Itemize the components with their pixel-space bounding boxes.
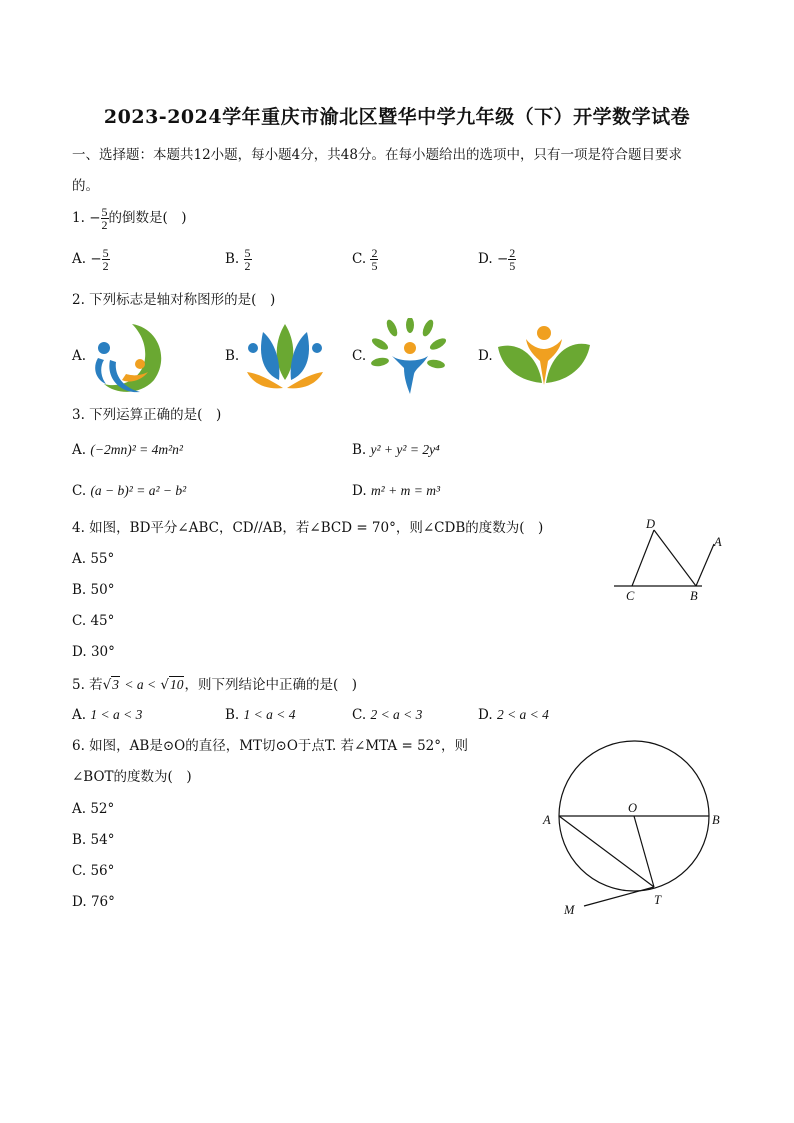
q1-option-d[interactable]: D. − $\frac{2}{5}$ (478, 246, 516, 273)
q2-option-b-label[interactable]: B. (225, 348, 240, 364)
q4-figure (606, 512, 730, 604)
question-2: 2. 下列标志是轴对称图形的是( ) (72, 292, 276, 308)
label-m: M (564, 903, 575, 917)
label-o: O (628, 801, 638, 815)
logo-c-image (370, 318, 450, 398)
logo-b-image (243, 320, 327, 392)
section-heading: 一、选择题：本题共12小题，每小题4分，共48分。在每小题给出的选项中，只有一项是符合题目要求 (72, 147, 682, 163)
q1-number: 1. (72, 210, 85, 226)
label-b: B (690, 589, 698, 603)
q4-option-d[interactable]: D. 30° (72, 644, 115, 660)
q2-option-d-label[interactable]: D. (478, 348, 493, 364)
q1-option-b[interactable]: B. $\frac{5}{2}$ (225, 246, 251, 273)
question-4: 4. 如图，BD平分∠ABC，CD//AB，若∠BCD = 70°，则∠CDB的度数为( ) (72, 520, 544, 536)
logo-d-image (496, 323, 592, 391)
q5-option-b[interactable]: B. 1 < a < 4 (225, 707, 296, 723)
label-a: A (714, 535, 722, 549)
q2-option-a-label[interactable]: A. (72, 348, 87, 364)
q1-option-a[interactable]: A. − $\frac{5}{2}$ (72, 246, 109, 273)
q6-option-d[interactable]: D. 76° (72, 894, 115, 910)
q5-option-d[interactable]: D. 2 < a < 4 (478, 707, 549, 723)
q6-option-a[interactable]: A. 52° (72, 801, 115, 817)
q1-fraction: $\frac{5}{2}$ (101, 205, 108, 232)
label-a: A (543, 813, 551, 827)
logo-a-image (88, 318, 170, 396)
question-6-cont: ∠BOT的度数为( ) (72, 769, 192, 785)
label-b: B (712, 813, 720, 827)
q6-option-c[interactable]: C. 56° (72, 863, 115, 879)
q4-option-c[interactable]: C. 45° (72, 613, 115, 629)
line-cd (632, 530, 654, 586)
label-t: T (654, 893, 661, 907)
question-3: 3. 下列运算正确的是( ) (72, 407, 222, 423)
chord-at (559, 816, 654, 887)
q1-option-c[interactable]: C. $\frac{2}{5}$ (352, 246, 378, 273)
q3-option-a[interactable]: A. (−2mn)² = 4m²n² (72, 442, 183, 458)
question-5: 5. 若√3 < a < √10，则下列结论中正确的是( ) (72, 677, 358, 693)
q5-option-c[interactable]: C. 2 < a < 3 (352, 707, 423, 723)
label-d: D (646, 517, 656, 531)
q3-option-d[interactable]: D. m² + m = m³ (352, 483, 440, 499)
q5-option-a[interactable]: A. 1 < a < 3 (72, 707, 143, 723)
radius-ot (634, 816, 654, 887)
q6-option-b[interactable]: B. 54° (72, 832, 115, 848)
q3-option-b[interactable]: B. y² + y² = 2y⁴ (352, 442, 440, 458)
question-6: 6. 如图，AB是⊙O的直径，MT切⊙O于点T. 若∠MTA = 52°，则 (72, 738, 469, 754)
q6-figure (536, 738, 732, 922)
page-title: 2023-2024学年重庆市渝北区暨华中学九年级（下）开学数学试卷 (103, 106, 691, 128)
label-c: C (626, 589, 635, 603)
q2-option-c-label[interactable]: C. (352, 348, 367, 364)
q4-option-a[interactable]: A. 55° (72, 551, 115, 567)
section-heading-cont: 的。 (72, 178, 99, 194)
q1-sign: − (89, 210, 101, 226)
question-1 (72, 206, 187, 231)
line-db (654, 530, 696, 586)
q1-stem: 的倒数是( ) (108, 210, 187, 226)
q4-option-b[interactable]: B. 50° (72, 582, 115, 598)
q3-option-c[interactable]: C. (a − b)² = a² − b² (72, 483, 187, 499)
line-ba (696, 544, 714, 586)
